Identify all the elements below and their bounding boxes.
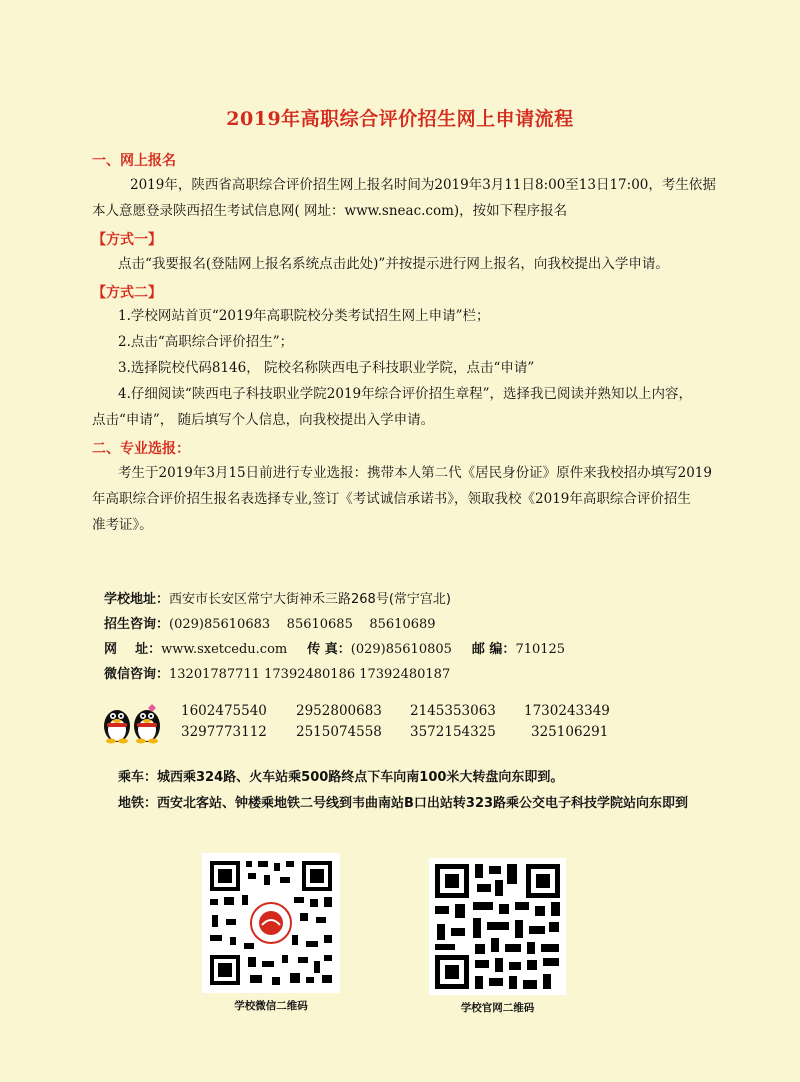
qq-number: 3297773112: [181, 724, 267, 740]
section1-heading: 一、网上报名: [92, 153, 176, 169]
metro-row: [118, 792, 688, 811]
website-qr-caption: 学校官网二维码: [460, 1002, 535, 1014]
qq-number: 1602475540: [181, 703, 267, 719]
method1-text: 点击“我要报名(登陆网上报名系统点击此处)”并按提示进行网上报名，向我校提出入学申请。: [118, 256, 669, 272]
bus-row: [118, 766, 563, 785]
section2-line1: 考生于2019年3月15日前进行专业选报：携带本人第二代《居民身份证》原件来我校招办填写2019: [118, 465, 712, 481]
web-label: 网 址：: [104, 642, 162, 657]
wechat-values: 13201787711 17392480186 17392480187: [169, 667, 451, 682]
metro-label: 地铁：: [118, 796, 158, 811]
bus-label: 乘车：: [118, 770, 158, 785]
method2-label: 【方式二】: [92, 285, 162, 301]
qq-number: 2515074558: [296, 724, 382, 740]
zip-value: 710125: [515, 642, 566, 657]
wechat-qr-caption: 学校微信二维码: [234, 1000, 308, 1012]
web-row: [104, 636, 565, 663]
method2-step1: 1.学校网站首页“2019年高职院校分类考试招生网上申请”栏；: [118, 308, 490, 324]
qq-number: 325106291: [531, 724, 609, 740]
metro-value: 西安北客站、钟楼乘地铁二号线到韦曲南站B口出站转323路乘公交电子科技学院站向东即到: [157, 796, 689, 811]
qq-number: 2145353063: [410, 703, 496, 719]
method1-label: 【方式一】: [92, 232, 162, 248]
qq-number: 2952800683: [296, 703, 382, 719]
phone-label: 招生咨询：: [104, 617, 170, 632]
method2-step4-line1: 4.仔细阅读“陕西电子科技职业学院2019年综合评价招生章程”，选择我已阅读并熟知以上内容，: [118, 386, 693, 402]
fax-label: 传 真：: [307, 642, 351, 657]
method2-step3: 3.选择院校代码8146， 院校名称陕西电子科技职业学院，点击“申请”: [118, 360, 535, 376]
qq-penguin-icon: [100, 702, 164, 744]
website-qr-image: [429, 858, 566, 995]
address-value: 西安市长安区常宁大街神禾三路268号(常宁宫北): [169, 592, 451, 607]
website-qr-code: [429, 858, 566, 995]
wechat-qr-image: [202, 853, 340, 993]
fax-value: (029)85610805: [350, 642, 452, 657]
wechat-row: [104, 661, 450, 688]
method2-step4-line2: 点击“申请”， 随后填写个人信息，向我校提出入学申请。: [92, 412, 435, 428]
zip-label: 邮 编：: [471, 642, 516, 657]
bus-value: 城西乘324路、火车站乘500路终点下车向南100米大转盘向东即到。: [157, 770, 564, 785]
wechat-label: 微信咨询：: [104, 667, 170, 682]
section2-line2: 年高职综合评价招生报名表选择专业,签订《考试诚信承诺书》，领取我校《2019年高职综合评价招生: [92, 491, 691, 507]
address-row: [104, 586, 451, 613]
section2-line3: 准考证》。: [92, 517, 153, 533]
qq-number: 3572154325: [410, 724, 496, 740]
phone-row: [104, 611, 436, 638]
section1-intro-line2: 本人意愿登录陕西招生考试信息网( 网址：www.sneac.com)，按如下程序报名: [92, 203, 568, 219]
method2-step2: 2.点击“高职综合评价招生”；: [118, 334, 294, 350]
wechat-qr-code: [202, 853, 340, 993]
section1-intro-line1: 2019年，陕西省高职综合评价招生网上报名时间为2019年3月11日8:00至13日17:00，考生依据: [130, 177, 716, 193]
page-title: 2019年高职综合评价招生网上申请流程: [226, 108, 574, 130]
address-label: 学校地址：: [104, 592, 170, 607]
section2-heading: 二、专业选报：: [92, 441, 190, 457]
qq-number: 1730243349: [524, 703, 610, 719]
phone-values: (029)85610683 85610685 85610689: [169, 617, 436, 632]
web-value: www.sxetcedu.com: [161, 642, 288, 657]
